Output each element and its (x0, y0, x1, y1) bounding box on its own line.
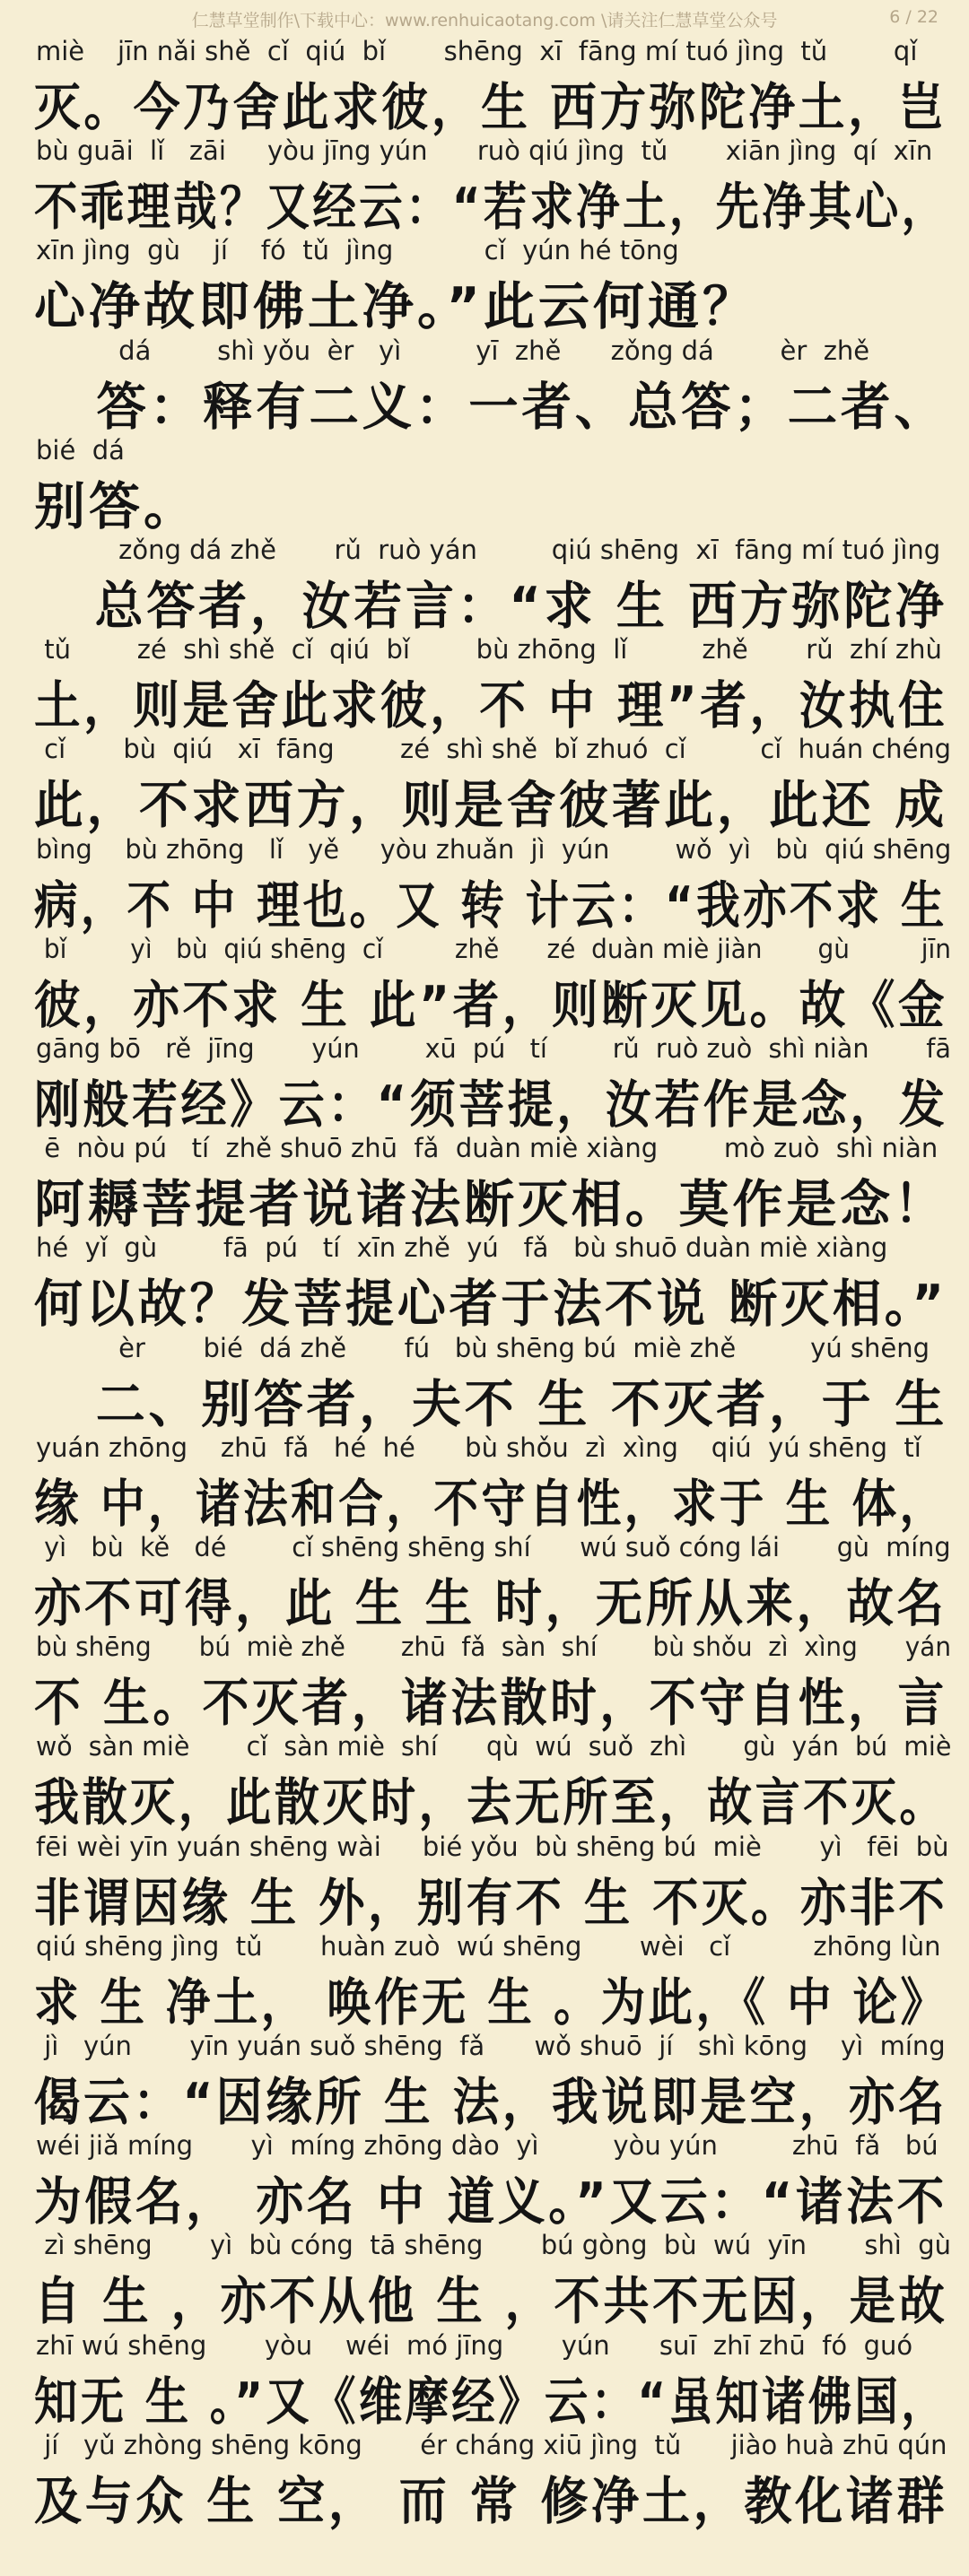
chinese-line: 知无 生 。”又《维摩经》云：“虽知诸佛国， (34, 2371, 948, 2432)
pinyin-line: dá shì yǒu èr yì yī zhě zǒng dá èr zhě (36, 335, 870, 366)
pinyin-line: cǐ bù qiú xī fāng zé shì shě bǐ zhuó cǐ cǐ huán chéng (36, 734, 952, 765)
pinyin-line: bìng bù zhōng lǐ yě yòu zhuǎn jì yún wǒ yì bù qiú shēng (36, 833, 952, 865)
pinyin-line: miè jīn nǎi shě cǐ qiú bǐ shēng xī fāng mí tuó jìng tǔ qǐ (36, 36, 918, 66)
chinese-line: 我散灭，此散灭时，去无所至，故言不灭。 (34, 1773, 947, 1833)
pinyin-line: bù shēng bú miè zhě zhū fǎ sàn shí bù shǒu zì xìng yán (36, 1632, 951, 1663)
pinyin-line: qiú shēng jìng tǔ huàn zuò wú shēng wèi cǐ zhōng lùn (36, 1930, 941, 1962)
pinyin-line: wǒ sàn miè cǐ sàn miè shí qù wú suǒ zhì gù yán bú miè (36, 1731, 952, 1762)
chinese-line: 总答者，汝若言：“求 生 西方弥陀净 (34, 577, 947, 636)
pinyin-line: yì bù kě dé cǐ shēng shēng shí wú suǒ cóng lái gù míng (36, 1532, 951, 1562)
chinese-line: 亦不可得，此 生 生 时，无所从来，故名 (34, 1574, 947, 1633)
chinese-line: 缘 中，诸法和合，不守自性，求于 生 体， (34, 1474, 947, 1534)
chinese-line: 别答。 (34, 476, 198, 536)
pinyin-line: bǐ yì bù qiú shēng cǐ zhě zé duàn miè jiàn gù jīn (36, 933, 951, 964)
chinese-line: 灭。今乃舍此求彼，生 西方弥陀净土，岂 (34, 78, 947, 137)
pinyin-line: xīn jìng gù jí fó tǔ jìng cǐ yún hé tōng (36, 235, 679, 266)
chinese-line: 二、别答者，夫不 生 不灭者，于 生 (34, 1374, 948, 1434)
chinese-line: 刚般若经》云：“须菩提，汝若作是念，发 (34, 1075, 948, 1135)
chinese-line: 心净故即佛土净。”此云何通？ (34, 277, 757, 337)
pinyin-line: tǔ zé shì shě cǐ qiú bǐ bù zhōng lǐ zhě rǔ zhí zhù (36, 634, 942, 666)
pinyin-line: gāng bō rě jīng yún xū pú tí rǔ ruò zuò shì niàn fā (36, 1033, 951, 1064)
chinese-line: 彼，亦不求 生 此”者，则断灭见。故《金 (34, 975, 948, 1035)
chinese-line: 偈云：“因缘所 生 法，我说即是空，亦名 (34, 2073, 948, 2132)
page-number: 6 / 22 (889, 7, 938, 27)
chinese-line: 及与众 生 空， 而 常 修净土，教化诸群 (34, 2471, 948, 2531)
chinese-line: 答：释有二义：一者、总答；二者、 (34, 377, 947, 437)
chinese-line: 病，不 中 理也。又 转 计云：“我亦不求 生 (34, 875, 947, 936)
pinyin-line: zǒng dá zhě rǔ ruò yán qiú shēng xī fāng mí tuó jìng (36, 535, 941, 565)
pinyin-line: ē nòu pú tí zhě shuō zhū fǎ duàn miè xiàng mò zuò shì niàn (36, 1133, 938, 1164)
chinese-line: 土，则是舍此求彼，不 中 理”者，汝执住 (34, 676, 948, 736)
page-header (0, 0, 969, 38)
pinyin-line: èr bié dá zhě fú bù shēng bú miè zhě yú shēng (36, 1332, 930, 1363)
chinese-line: 为假名， 亦名 中 道义。”又云：“诸法不 (34, 2172, 947, 2232)
header-title: 仁慧草堂制作\下载中心：www.renhuicaotang.com \请关注仁慧草堂公众号 (191, 11, 778, 30)
pinyin-line: zhī wú shēng yòu wéi mó jīng yún suī zhī zhū fó guó (36, 2329, 913, 2361)
chinese-line: 自 生 ，亦不从他 生 ，不共不无因，是故 (34, 2272, 948, 2332)
pinyin-line: wéi jiǎ míng yì míng zhōng dào yì yòu yún zhū fǎ bú (36, 2130, 938, 2162)
chinese-line: 不乖理哉？又经云：“若求净土，先净其心， (34, 178, 948, 238)
pinyin-line: hé yǐ gù fā pú tí xīn zhě yú fǎ bù shuō duàn miè xiàng (36, 1232, 888, 1264)
chinese-line: 非谓因缘 生 外，别有不 生 不灭。亦非不 (34, 1873, 948, 1933)
pinyin-line: yuán zhōng zhū fǎ hé hé bù shǒu zì xìng qiú yú shēng tǐ (36, 1432, 921, 1463)
pinyin-line: bù guāi lǐ zāi yòu jīng yún ruò qiú jìng tǔ xiān jìng qí xīn (36, 135, 933, 167)
pinyin-line: bié dá (36, 434, 125, 466)
pinyin-line: fēi wèi yīn yuán shēng wài bié yǒu bù shēng bú miè yì fēi bù (36, 1831, 949, 1862)
pinyin-line: jí yǔ zhòng shēng kōng ér cháng xiū jìng tǔ jiào huà zhū qún (36, 2429, 947, 2460)
pinyin-line: zì shēng yì bù cóng tā shēng bú gòng bù wú yīn shì gù (36, 2230, 951, 2261)
chinese-line: 此，不求西方，则是舍彼著此，此还 成 (34, 776, 947, 836)
pinyin-line: jì yún yīn yuán suǒ shēng fǎ wǒ shuō jí shì kōng yì míng (36, 2031, 946, 2061)
chinese-line: 何以故？发菩提心者于法不说 断灭相。” (34, 1275, 947, 1335)
chinese-line: 求 生 净土， 唤作无 生 。为此，《 中 论》 (34, 1972, 948, 2032)
chinese-line: 不 生。不灭者，诸法散时，不守自性，言 (34, 1674, 947, 1734)
chinese-line: 阿耨菩提者说诸法断灭相。莫作是念！ (34, 1175, 948, 1235)
